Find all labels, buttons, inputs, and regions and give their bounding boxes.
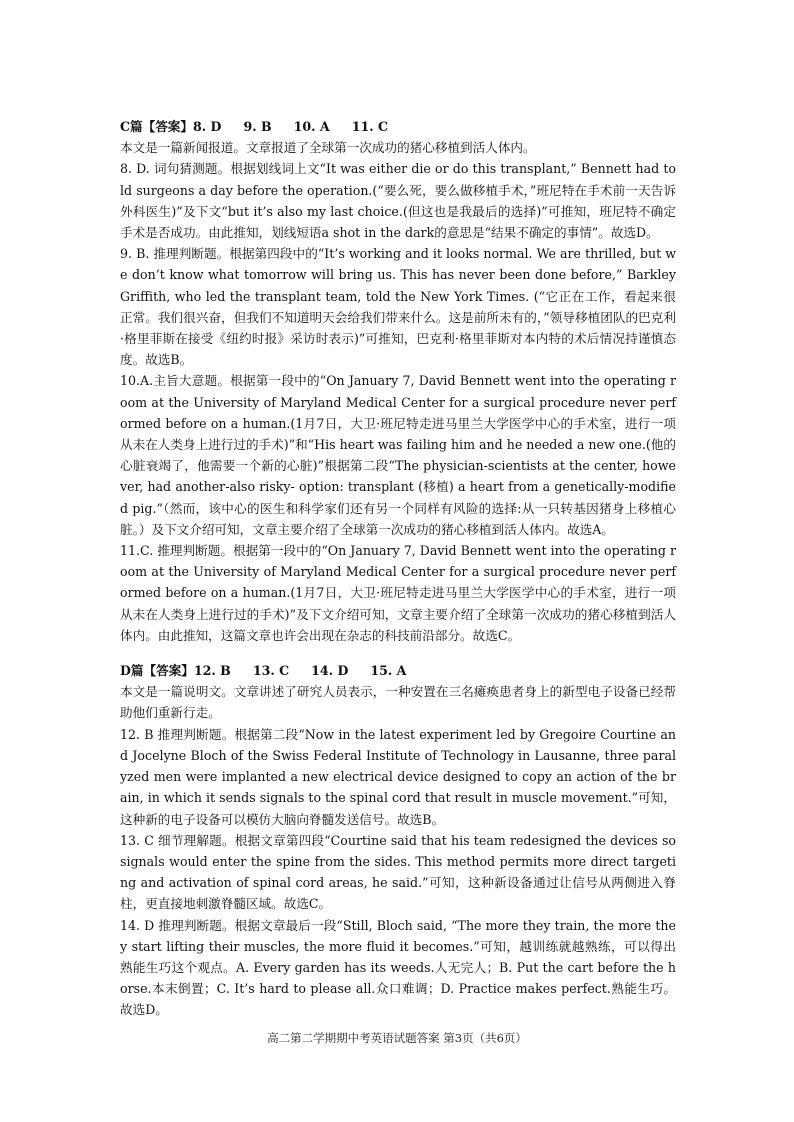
section-c-explanation-11: 11.C. 推理判断题。根据第一段中的“On January 7, David Bennett went into the operating room at the University of Maryland Medical Center for a surgical procedure never performed before on a human.(1月7日，大卫·班尼特走进马里兰大学医学中心的手术室，进行一项从未在人类身上进行过的手术)”及下文介绍可知，文章主要介绍了全球第一次成功的猪心移植到活人体内。由此推知，这篇文章也许会出现在杂志的科技前沿部分。故选C。 [120, 543, 676, 643]
section-c-explanation-8: 8. D. 词句猜测题。根据划线词上文“It was either die or do this transplant,” Bennett had told surgeons a day before the operation.(“要么死，要么做移植手术，”班尼特在手术前一天告诉外科医生)”及下文“but it’s also my last choice.(但这也是我最后的选择)”可推知，班尼特不确定手术是否成功。由此推知，划线短语a shot in the dark的意思是“结果不确定的事情”。故选D。 [120, 161, 676, 241]
section-gap [120, 646, 676, 660]
section-d-explanation-12: 12. B 推理判断题。根据第二段“Now in the latest experiment led by Gregoire Courtine and Jocelyne Bloch of the Swiss Federal Institute of Technology in Lausanne, three paralyzed men were implanted a new electrical device designed to copy an action of the brain, in which it sends signals to the spinal cord that result in muscle movement.”可知，这种新的电子设备可以模仿大脑向脊髓发送信号。故选B。 [120, 726, 676, 827]
section-c-summary: 本文是一篇新闻报道。文章报道了全球第一次成功的猪心移植到活人体内。 [120, 140, 536, 156]
section-d-answer-15: 15. A [370, 663, 407, 679]
section-d-explanation-13: 13. C 细节理解题。根据文章第四段“Courtine said that his team redesigned the devices so signals would enter the spine from the sides. This method permits more direct targeting and activation of spinal cord areas, he said.”可知，这种新设备通过让信号从两侧进入脊柱，更直接地刺激脊髓区域。故选C。 [120, 832, 676, 912]
section-d-label: D篇【答案】 [120, 663, 194, 679]
section-d-explanation-14: 14. D 推理判断题。根据文章最后一段“Still, Bloch said, “The more they train, the more they start lifting their muscles, the more fluid it becomes.”可知，越训练就越熟练，可以得出熟能生巧这个观点。A. Every garden has its weeds.人无完人；B. Put the cart before the horse.本末倒置；C. It’s hard to please all.众口难调；D. Practice makes perfect.熟能生巧。故选D。 [120, 917, 676, 1018]
section-c-answer-11: 11. C [351, 119, 389, 134]
section-c-explanation-10: 10.A.主旨大意题。根据第一段中的“On January 7, David Bennett went into the operating room at the University of Maryland Medical Center for a surgical procedure never performed before on a human.(1月7日，大卫·班尼特走进马里兰大学医学中心的手术室，进行一项从未在人类身上进行过的手术)”和“His heart was failing him and he needed a new one.(他的心脏衰竭了，他需要一个新的心脏)”根据第二段“The physician-scientists at the center, however, had another-also risky- option: transplant (移植) a heart from a genetically-modified pig.”（然而，该中心的医生和科学家们还有另一个同样有风险的选择:从一只转基因猪身上移植心脏。）及下文介绍可知，文章主要介绍了全球第一次成功的猪心移植到活人体内。故选A。 [120, 373, 676, 537]
section-c-header [120, 116, 676, 137]
section-d-header [120, 660, 676, 681]
section-c-answer-10: 10. A [293, 119, 330, 134]
section-c-answer-9: 9. B [243, 119, 272, 134]
section-d-answer-13: 13. C [252, 663, 290, 679]
page-content [120, 116, 676, 1021]
page-footer: 高二第二学期期中考英语试题答案 第3页（共6页） [267, 1031, 527, 1045]
section-d-answer-12: 12. B [193, 663, 231, 679]
section-c-answer-8: 8. D [193, 119, 222, 134]
section-d-answer-14: 14. D [311, 663, 349, 679]
section-c-label: C篇【答案】 [120, 119, 193, 134]
section-d-summary: 本文是一篇说明文。文章讲述了研究人员表示，一种安置在三名瘫痪患者身上的新型电子设备已经帮助他们重新行走。 [120, 684, 676, 721]
section-c-explanation-9: 9. B. 推理判断题。根据第四段中的“It’s working and it looks normal. We are thrilled, but we don’t know what tomorrow will bring us. This has never been done before,” Barkley Griffith, who led the transplant team, told the New York Times. (“它正在工作，看起来很正常。我们很兴奋，但我们不知道明天会给我们带来什么。这是前所未有的，”领导移植团队的巴克利·格里菲斯在接受《纽约时报》采访时表示)”可推知，巴克利·格里菲斯对本内特的术后情况持谨慎态度。故选B。 [120, 246, 676, 368]
